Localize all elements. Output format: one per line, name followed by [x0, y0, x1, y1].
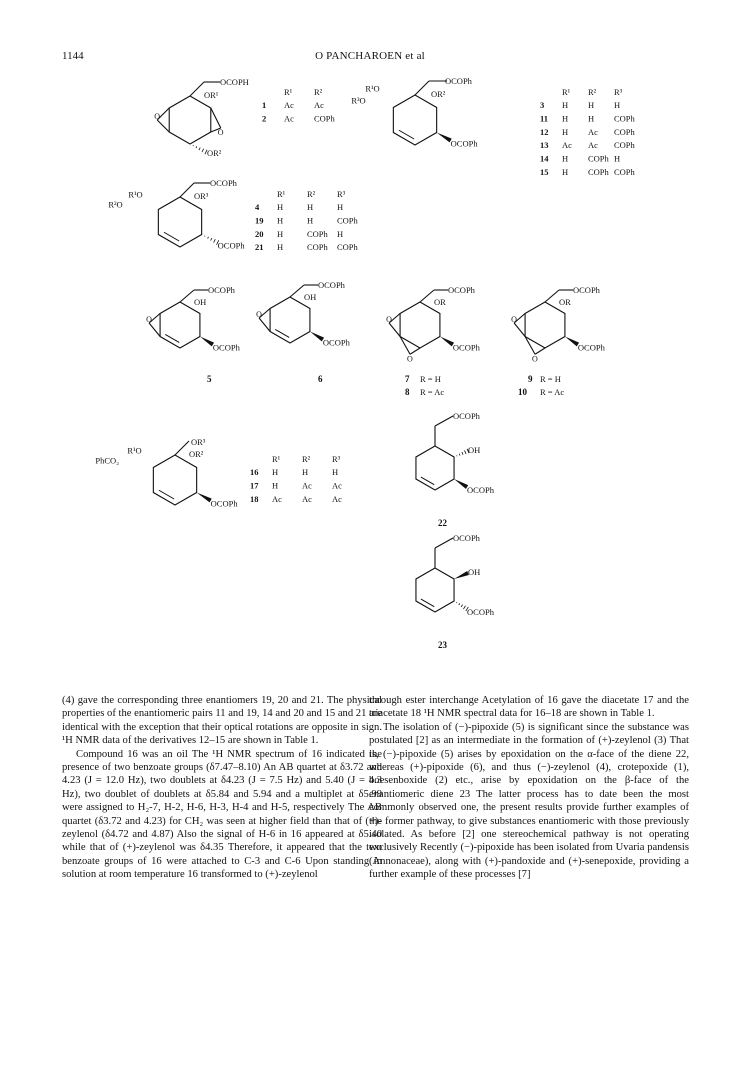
table-cell: H [332, 467, 339, 477]
compound-number: 1 [262, 100, 267, 110]
bond [545, 290, 559, 302]
structure-label: O [386, 315, 392, 324]
compound-label: R = H [420, 374, 441, 384]
body-column-left [62, 694, 382, 882]
structure-label: OR² [207, 148, 222, 158]
ring [416, 568, 454, 612]
paragraph: (4) gave the corresponding three enantiomers 19, 20 and 21. The physical properties of the enantiomeric pairs 11 and 19, 14 and 20 and 15 and 21 are identical with the exception that their optical rotations are opposite in sign. ¹H NMR data of the derivatives 12–15 are shown in Table 1. [62, 695, 382, 747]
structure-label: R²O [108, 199, 123, 210]
structure-label: O [532, 354, 538, 364]
bond [463, 606, 465, 609]
bond [462, 452, 463, 455]
compound-number: 18 [250, 493, 259, 504]
compound-label: 22 [438, 518, 447, 528]
structure-label: OCOPh [450, 138, 478, 149]
table-cell: Ac [588, 126, 598, 137]
table-cell: H [277, 242, 284, 253]
bond [199, 148, 200, 151]
structure-label: O [511, 315, 517, 324]
table-cell: H [614, 100, 621, 110]
bond [202, 149, 204, 152]
table-header: R³ [332, 454, 341, 464]
ring [160, 302, 200, 348]
bond [459, 454, 460, 456]
structure-label: OCOPH [220, 77, 249, 87]
bond [290, 285, 304, 297]
table-cell: Ac [284, 100, 294, 110]
compound-label: R = H [540, 374, 561, 384]
table-cell: COPh [314, 113, 335, 124]
compound-number: 4 [255, 202, 260, 212]
bond [459, 603, 460, 605]
structure-label: O [154, 112, 160, 121]
bond [259, 318, 270, 332]
bond [196, 146, 197, 148]
bond [415, 81, 429, 95]
table-cell: COPh [588, 167, 609, 177]
table-header: R³ [614, 87, 623, 97]
compound-number: 19 [255, 215, 264, 226]
structure-label: OCOPh [577, 342, 605, 353]
paragraph: The isolation of (−)-pipoxide (5) is significant since the substance was postulated [2] as an intermediate in the formation of (+)-zeylenol (3) That is, (−)-pipoxide (5) arises by epoxidation on the α-face of the diene 22, whereas (+)-pipoxide (6), and thus (−)-zeylenol (4), crotepoxide (1), boesenboxide (2) etc., arise by epoxidation on the β-face of the enantiomeric diene 23 The latter process has to date been the most commonly observed one, the present results provide further examples of the former pathway, to give substances enantiomeric with those previously isolated. As before [2] one stereochemical pathway is not operating exclusively Recently (−)-pipoxide has been isolated from Uvaria pandensis (Annonaceae), along with (+)-pandoxide and (+)-senepoxide, providing a further example of these processes [7] [369, 721, 689, 881]
compound-number: 16 [250, 467, 259, 477]
table-cell: H [277, 228, 284, 239]
structure-label: OR [559, 297, 571, 307]
paragraph: Compound 16 was an oil The ¹H NMR spectrum of 16 indicated the presence of two benzoate groups (δ7.47–8.10) An AB quartet at δ3.72 and 4.23 (J = 12.0 Hz), two doublets at δ4.23 (J = 7.5 Hz) and 5.40 (J = 4.3 Hz), two doublet of doublets at δ5.84 and 5.94 and a multiplet at δ5.99 were assigned to H₂-7, H-2, H-6, H-3, H-4 and H-5, respectively The AB quartet (δ3.72 and 4.23) for CH₂ was seen at higher field than that of (+)-zeylenol (δ4.72 and 4.87) Also the signal of H-6 in 16 appeared at δ5.40 while that of (+)-zeylenol was δ4.35 Therefore, it appeared that the two benzoate groups of 16 were attached to C-3 and C-6 Upon standing in solution at room temperature 16 transformed to (+)-zeylenol [62, 748, 382, 881]
ring [393, 95, 436, 145]
compound-label: R = Ac [420, 387, 445, 397]
table-cell: COPh [588, 153, 609, 164]
paragraph: through ester interchange Acetylation of 16 gave the diacetate 17 and the triacetate 18 ¹H NMR spectral data for 16–18 are shown in Table 1. [369, 695, 689, 720]
table-cell: H [272, 467, 279, 477]
structure-label: R¹O [128, 189, 143, 200]
table-cell: H [562, 153, 569, 164]
bond [211, 108, 221, 128]
table-cell: H [307, 202, 314, 212]
structure-label: OR³ [191, 437, 206, 447]
compound-number: 20 [255, 228, 264, 239]
compound-label: 9 [528, 374, 533, 384]
ring [525, 302, 565, 348]
bond [157, 120, 169, 132]
table-cell: Ac [332, 493, 342, 504]
table-cell: COPh [307, 242, 328, 253]
structure-label: OH [194, 297, 207, 307]
table-header: R¹ [284, 87, 293, 97]
bond [461, 605, 463, 607]
table-cell: H [588, 100, 595, 110]
structure-label: OCOPh [210, 498, 238, 509]
table-cell: H [307, 215, 314, 226]
structure-label: OCOPh [322, 337, 350, 348]
bond [149, 323, 160, 337]
wedge-bond [437, 133, 452, 143]
table-header: R¹ [277, 189, 286, 199]
ring [158, 197, 201, 247]
structure-label: OR¹ [204, 90, 219, 100]
compound-number: 14 [540, 153, 549, 164]
compound-label: 6 [318, 374, 323, 384]
table-cell: H [562, 113, 569, 124]
structure-label: OCOPh [467, 607, 494, 617]
compound-number: 15 [540, 167, 549, 177]
table-cell: Ac [302, 493, 312, 504]
body-column-right [369, 694, 689, 882]
structure-label: O [146, 315, 152, 324]
structure-label: OCOPh [453, 533, 480, 543]
structure-label: OCOPh [452, 342, 480, 353]
table-cell: Ac [562, 140, 572, 151]
structure-label: OCOPh [467, 485, 494, 495]
table-cell: COPh [614, 140, 635, 151]
ring [270, 297, 310, 343]
structure-label: R¹O [365, 83, 380, 94]
structure-label: OH [304, 292, 317, 302]
structure-label: OR [434, 297, 446, 307]
table-header: R¹ [272, 454, 281, 464]
bond [435, 416, 453, 426]
table-cell: Ac [314, 100, 324, 110]
bond [208, 237, 209, 239]
wedge-bond [454, 571, 469, 579]
compound-label: 23 [438, 640, 447, 650]
ring [169, 96, 211, 144]
table-cell: COPh [614, 126, 635, 137]
compound-number: 11 [540, 113, 549, 124]
structure-label: OCOPh [217, 240, 245, 251]
compound-label: 10 [518, 387, 527, 397]
bond [514, 323, 525, 337]
table-cell: Ac [302, 480, 312, 491]
structure-label: OCOPh [208, 285, 235, 295]
page-number: 1144 [62, 50, 84, 62]
table-cell: COPh [307, 228, 328, 239]
structure-label: O [217, 128, 224, 137]
bond [214, 239, 216, 242]
bond [180, 183, 194, 197]
bond [211, 238, 212, 241]
bond [456, 602, 457, 603]
ring [416, 446, 454, 490]
structure-label: OCOPh [318, 280, 345, 290]
structure-label: OCOPh [573, 285, 600, 295]
table-cell: H [272, 480, 279, 491]
table-cell: COPh [337, 242, 358, 253]
table-header: R² [302, 454, 311, 464]
structure-label: OCOPh [445, 76, 472, 86]
bond [464, 450, 466, 454]
table-cell: H [562, 167, 569, 177]
compound-number: 17 [250, 480, 259, 491]
table-header: R² [588, 87, 597, 97]
table-header: R³ [337, 189, 346, 199]
structure-label: OH [468, 567, 481, 577]
running-head: O PANCHAROEN et al [315, 50, 425, 62]
table-cell: H [277, 202, 284, 212]
ring [153, 455, 196, 505]
table-cell: COPh [337, 215, 358, 226]
compound-number: 21 [255, 242, 264, 253]
table-cell: Ac [272, 493, 282, 504]
bond [420, 290, 434, 302]
structure-label: OCOPh [212, 342, 240, 353]
wedge-bond [197, 493, 212, 503]
table-cell: H [302, 467, 309, 477]
table-cell: H [562, 100, 569, 110]
table-header: R¹ [562, 87, 571, 97]
table-cell: H [614, 153, 621, 164]
structure-label: R³O [351, 95, 366, 106]
table-cell: Ac [332, 480, 342, 491]
structure-label: OCOPh [448, 285, 475, 295]
table-header: R² [314, 87, 323, 97]
structure-label: OR³ [194, 191, 209, 201]
bond [389, 323, 400, 337]
table-cell: COPh [614, 113, 635, 124]
structure-label: PhCO₂ [95, 455, 120, 466]
compound-number: 13 [540, 140, 549, 151]
structure-label: OH [468, 445, 481, 455]
structure-label: OCOPh [453, 411, 480, 421]
structure-label: O [407, 354, 413, 364]
table-cell: H [588, 113, 595, 124]
bond [180, 290, 194, 302]
table-cell: COPh [614, 167, 635, 177]
structure-label: OCOPh [210, 178, 237, 188]
table-cell: Ac [284, 113, 294, 124]
table-cell: H [337, 202, 344, 212]
table-header: R² [307, 189, 316, 199]
compound-number: 12 [540, 126, 549, 137]
bond [175, 441, 189, 455]
compound-label: 7 [405, 374, 410, 384]
compound-label: 8 [405, 387, 410, 397]
structure-label: OR² [431, 89, 446, 99]
table-cell: H [277, 215, 284, 226]
compound-number: 2 [262, 113, 267, 124]
compound-label: R = Ac [540, 387, 565, 397]
structure-label: R¹O [127, 445, 142, 456]
table-cell: H [337, 228, 344, 239]
bond [435, 538, 453, 548]
table-cell: Ac [588, 140, 598, 151]
structure-label: OR² [189, 449, 204, 459]
compound-label: 5 [207, 374, 212, 384]
ring [400, 302, 440, 348]
structure-label: O [256, 310, 262, 319]
bond [190, 82, 204, 96]
table-cell: H [562, 126, 569, 137]
compound-number: 3 [540, 100, 545, 110]
